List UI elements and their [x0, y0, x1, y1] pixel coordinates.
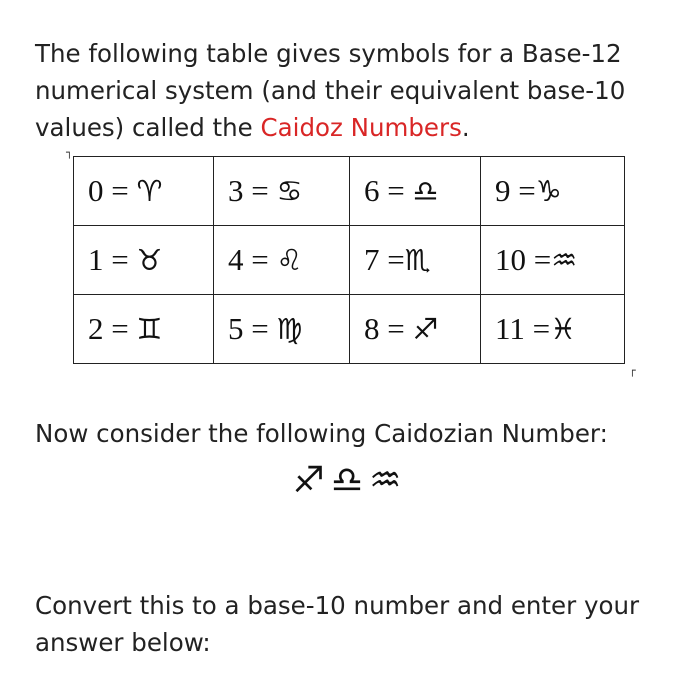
symbol-table-cell	[481, 226, 625, 295]
cell-equals-sign: =	[103, 311, 137, 346]
symbol-table-cell	[350, 226, 481, 295]
zodiac-symbol-icon: ♉	[136, 243, 163, 277]
caidozian-number: ♐♎♒	[292, 460, 408, 501]
cell-equals-sign: =	[243, 311, 277, 346]
cell-number: 7	[364, 242, 380, 277]
consider-text: Now consider the following Caidozian Number:	[35, 419, 608, 448]
cell-equals-sign: =	[103, 242, 137, 277]
cell-number: 5	[228, 311, 244, 346]
zodiac-symbol-icon: ♏	[404, 243, 431, 277]
zodiac-symbol-icon: ♒	[551, 243, 578, 277]
cell-equals-sign: =	[103, 173, 137, 208]
symbol-table-body	[74, 157, 625, 364]
symbol-table-cell	[74, 295, 214, 364]
caidoz-numbers-highlight: Caidoz Numbers	[260, 112, 462, 142]
zodiac-symbol-icon: ♈	[136, 174, 163, 208]
intro-period: .	[461, 112, 470, 142]
convert-instructions: Convert this to a base-10 number and enter your answer below:	[35, 591, 640, 657]
cell-number: 9	[495, 173, 511, 208]
cell-number: 0	[88, 173, 104, 208]
zodiac-symbol-icon: ♋	[276, 174, 303, 208]
symbol-table-cell	[481, 157, 625, 226]
table-resize-handle-top-left[interactable]: ┐	[66, 146, 73, 159]
intro-paragraph	[35, 35, 655, 146]
symbol-table-row	[74, 226, 625, 295]
cell-number: 3	[228, 173, 244, 208]
cell-equals-sign: =	[243, 242, 277, 277]
cell-equals-sign: =	[524, 311, 551, 346]
cell-number: 11	[495, 311, 525, 346]
symbol-table-cell	[481, 295, 625, 364]
cell-number: 1	[88, 242, 104, 277]
cell-number: 6	[364, 173, 380, 208]
symbol-table-cell	[74, 226, 214, 295]
zodiac-symbol-icon: ♑	[535, 174, 562, 208]
symbol-table-row	[74, 295, 625, 364]
zodiac-symbol-icon: ♐	[412, 312, 439, 346]
symbol-table-cell	[214, 226, 350, 295]
cell-equals-sign: =	[379, 173, 413, 208]
symbol-table-row	[74, 157, 625, 226]
cell-number: 8	[364, 311, 380, 346]
cell-equals-sign: =	[379, 311, 413, 346]
cell-equals-sign: =	[379, 242, 405, 277]
zodiac-symbol-icon: ♓	[550, 312, 577, 346]
cell-number: 10	[495, 242, 526, 277]
cell-number: 2	[88, 311, 104, 346]
zodiac-symbol-icon: ♊	[136, 312, 163, 346]
zodiac-symbol-icon: ♌	[276, 243, 303, 277]
symbol-table-cell	[214, 157, 350, 226]
symbol-table	[73, 156, 625, 364]
symbol-table-cell	[74, 157, 214, 226]
cell-number: 4	[228, 242, 244, 277]
cell-equals-sign: =	[510, 173, 536, 208]
symbol-table-cell	[214, 295, 350, 364]
cell-equals-sign: =	[243, 173, 277, 208]
symbol-table-cell	[350, 157, 481, 226]
cell-equals-sign: =	[526, 242, 552, 277]
symbol-table-cell	[350, 295, 481, 364]
zodiac-symbol-icon: ♎	[412, 174, 439, 208]
table-resize-handle-bottom-right[interactable]: ┌	[629, 364, 636, 377]
zodiac-symbol-icon: ♍	[276, 312, 303, 346]
intro-text: The following table gives symbols for a Base-12 numerical system (and their equivalent base-10 values) called the	[35, 38, 626, 142]
